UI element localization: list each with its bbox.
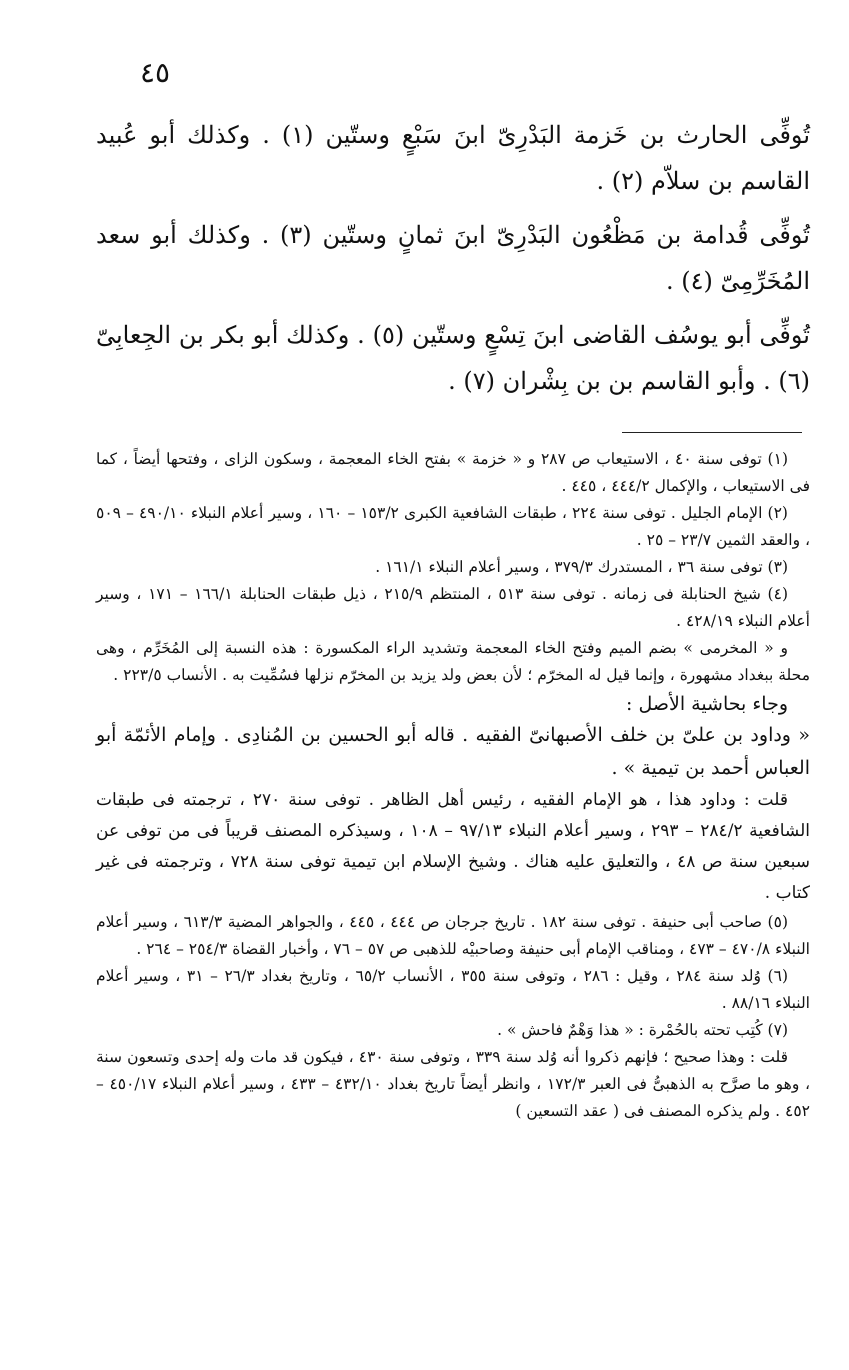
- footnotes: [96, 446, 810, 1125]
- footnote: (٢) الإمام الجليل . توفى سنة ٢٢٤ ، طبقات الشافعية الكبرى ١٥٣/٢ – ١٦٠ ، وسير أعلام النبلاء ٤٩٠/١٠ – ٥٠٩ ، والعقد الثمين ٢٣/٧ – ٢٥ .: [96, 504, 810, 549]
- footnote: قلت : وهذا صحيح ؛ فإنهم ذكروا أنه وُلد سنة ٣٣٩ ، وتوفى سنة ٤٣٠ ، فيكون قد مات وله إحدى وتسعون سنة ، وهو ما صرَّح به الذهبىُّ فى العبر ١٧٢/٣ ، وانظر أيضاً تاريخ بغداد ٤٣٢/١٠ – ٤٣٣ ، وسير أعلام النبلاء ٤٥٠/١٧ – ٤٥٢ . ولم يذكره المصنف فى ( عقد التسعين ): [96, 1048, 811, 1120]
- main-paragraph: تُوفِّى قُدامة بن مَظْعُون البَدْرِىّ ابنَ ثمانٍ وستّين (٣) . وكذلك أبو سعد المُخَرِّمِىّ (٤) .: [96, 221, 810, 295]
- main-paragraph: تُوفِّى أبو يوسُف القاضى ابنَ تِسْعٍ وستّين (٥) . وكذلك أبو بكر بن الجِعابِىّ (٦) . وأبو القاسم بن بن بِشْران (٧) .: [96, 321, 810, 395]
- footnote: « وداود بن علىّ بن خلف الأصبهانىّ الفقيه . قاله أبو الحسين بن المُنادِى . وإمام الأئمّة أبو العباس أحمد بن تيمية » .: [96, 724, 810, 779]
- main-text: [96, 112, 810, 412]
- footnote: وجاء بحاشية الأصل :: [626, 693, 788, 715]
- footnote: (١) توفى سنة ٤٠ ، الاستيعاب ص ٢٨٧ و « خزمة » بفتح الخاء المعجمة ، وسكون الزاى ، وفتحها أيضاً ، كما فى الاستيعاب ، والإكمال ٤٤٤/٢ ، ٤٤٥ .: [96, 450, 810, 495]
- main-paragraph: تُوفِّى الحارث بن خَزمة البَدْرِىّ ابنَ سَبْعٍ وستّين (١) . وكذلك أبو عُبيد القاسم بن سلاّم (٢) .: [96, 121, 811, 195]
- footnote: (٦) وُلد سنة ٢٨٤ ، وقيل : ٢٨٦ ، وتوفى سنة ٣٥٥ ، الأنساب ٦٥/٢ ، وتاريخ بغداد ٢٦/٣ – ٣١ ، وسير أعلام النبلاء ٨٨/١٦ .: [96, 967, 810, 1012]
- page-number: ٤٥: [140, 56, 171, 89]
- footnote: (٥) صاحب أبى حنيفة . توفى سنة ١٨٢ . تاريخ جرجان ص ٤٤٤ ، ٤٤٥ ، والجواهر المضية ٦١٣/٣ ، وسير أعلام النبلاء ٤٧٠/٨ – ٤٧٣ ، ومناقب الإمام أبى حنيفة وصاحبيْه للذهبى ص ٥٧ – ٧٦ ، وأخبار القضاة ٢٥٤/٣ – ٢٦٤ .: [96, 913, 810, 958]
- footnote: (٤) شيخ الحنابلة فى زمانه . توفى سنة ٥١٣ ، المنتظم ٢١٥/٩ ، ذيل طبقات الحنابلة ١٦٦/١ – ١٧١ ، وسير أعلام النبلاء ٤٢٨/١٩ .: [96, 585, 810, 630]
- footnote: (٧) كُتِب تحته بالحُمْرة : « هذا وَهْمٌ فاحش » .: [497, 1021, 788, 1039]
- footnote: و « المخرمى » بضم الميم وفتح الخاء المعجمة وتشديد الراء المكسورة : هذه النسبة إلى المُخَرِّم ، وهى محلة ببغداد مشهورة ، وإنما قيل له المخرّم ؛ لأن بعض ولد يزيد بن المخرّم نزلها فسُمِّيت به . الأنساب ٢٢٣/٥ .: [96, 639, 810, 684]
- footnote: (٣) توفى سنة ٣٦ ، المستدرك ٣٧٩/٣ ، وسير أعلام النبلاء ١٦١/١ .: [375, 558, 788, 576]
- footnote: قلت : وداود هذا ، هو الإمام الفقيه ، رئيس أهل الظاهر . توفى سنة ٢٧٠ ، ترجمته فى طبقات الشافعية ٢٨٤/٢ – ٢٩٣ ، وسير أعلام النبلاء ٩٧/١٣ – ١٠٨ ، وسيذكره المصنف قريباً فى من توفى عن سبعين سنة ص ٤٨ ، والتعليق عليه هناك . وشيخ الإسلام ابن تيمية توفى سنة ٧٢٨ ، وترجمته فى غير كتاب .: [96, 790, 811, 903]
- footnote-separator: [622, 432, 802, 433]
